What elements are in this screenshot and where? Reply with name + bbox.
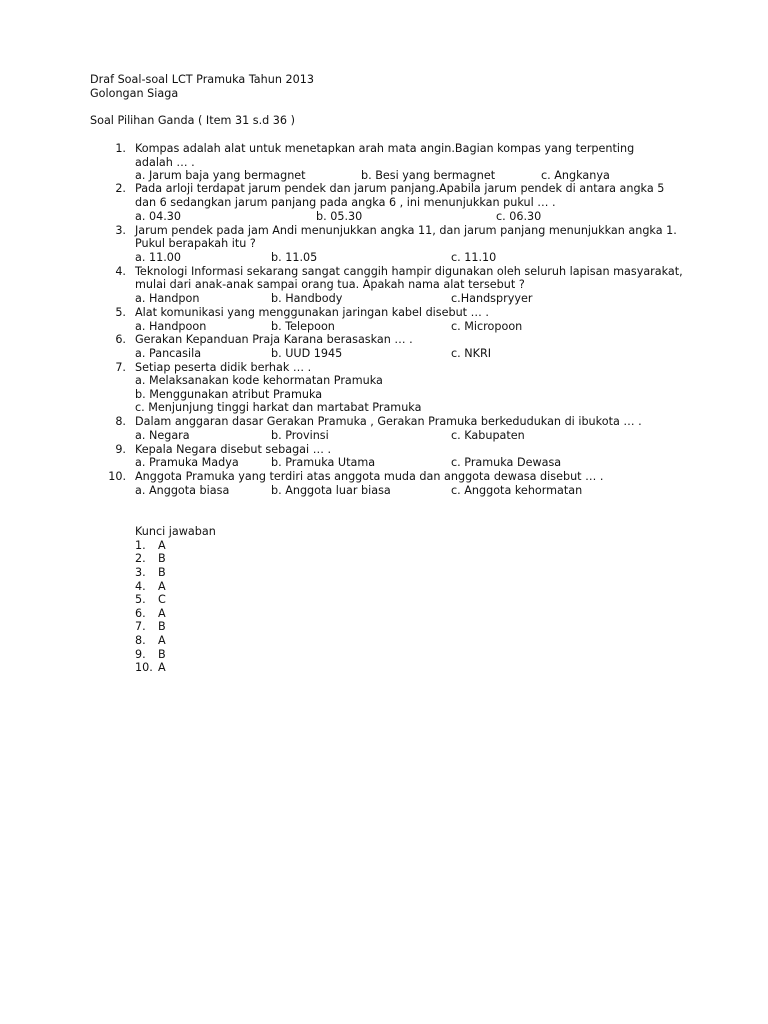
answer-key-value: A: [158, 607, 166, 620]
answer-key-value: B: [158, 552, 166, 565]
answer-key-value: B: [158, 566, 166, 579]
question-text: Kompas adalah alat untuk menetapkan arah mata angin.Bagian kompas yang terpenting: [135, 142, 635, 155]
question-text: Setiap peserta didik berhak … .: [135, 361, 312, 374]
answer-key-value: A: [158, 580, 166, 593]
question-number: 1.: [115, 142, 126, 155]
answer-key-number: 8.: [135, 634, 146, 647]
option-b: b. Provinsi: [271, 429, 329, 442]
answer-key-number: 4.: [135, 580, 146, 593]
question-number: 5.: [115, 306, 126, 319]
option-b: b. Handbody: [271, 292, 343, 305]
answer-key-title: Kunci jawaban: [135, 525, 216, 538]
question-text: Gerakan Kepanduan Praja Karana berasaskan … .: [135, 333, 413, 346]
option-b: b. Pramuka Utama: [271, 456, 376, 469]
option-b: b. 11.05: [271, 251, 318, 264]
question-number: 7.: [115, 361, 126, 374]
section-title: Soal Pilihan Ganda ( Item 31 s.d 36 ): [90, 114, 295, 127]
option-b: b. Telepoon: [271, 320, 335, 333]
answer-key-value: A: [158, 661, 166, 674]
option-a: a. Melaksanakan kode kehormatan Pramuka: [135, 374, 383, 387]
question-text: Alat komunikasi yang menggunakan jaringan kabel disebut … .: [135, 306, 489, 319]
question-text: Teknologi Informasi sekarang sangat canggih hampir digunakan oleh seluruh lapisan masyarakat,: [135, 265, 683, 278]
option-a: a. Handpon: [135, 292, 200, 305]
answer-key-number: 1.: [135, 539, 146, 552]
answer-key-value: A: [158, 539, 166, 552]
option-a: a. Handpoon: [135, 320, 207, 333]
option-c: c.Handspryyer: [451, 292, 533, 305]
question-number: 2.: [115, 182, 126, 195]
option-b: b. Besi yang bermagnet: [361, 169, 496, 182]
option-b: b. Anggota luar biasa: [271, 484, 391, 497]
group-label: Golongan Siaga: [90, 87, 179, 100]
option-a: a. Pramuka Madya: [135, 456, 239, 469]
question-number: 6.: [115, 333, 126, 346]
question-number: 4.: [115, 265, 126, 278]
answer-key-value: C: [158, 593, 166, 606]
question-text: Kepala Negara disebut sebagai … .: [135, 443, 332, 456]
question-text: Pukul berapakah itu ?: [135, 237, 256, 250]
answer-key-number: 5.: [135, 593, 146, 606]
question-number: 10.: [108, 470, 126, 483]
document-title: Draf Soal-soal LCT Pramuka Tahun 2013: [90, 73, 314, 86]
option-a: a. Jarum baja yang bermagnet: [135, 169, 306, 182]
option-b: b. Menggunakan atribut Pramuka: [135, 388, 323, 401]
answer-key-value: B: [158, 648, 166, 661]
answer-key-value: A: [158, 634, 166, 647]
question-text: Jarum pendek pada jam Andi menunjukkan angka 11, dan jarum panjang menunjukkan angka 1.: [135, 224, 677, 237]
option-c: c. NKRI: [451, 347, 492, 360]
option-a: a. 04.30: [135, 210, 181, 223]
answer-key-number: 2.: [135, 552, 146, 565]
option-b: b. 05.30: [316, 210, 363, 223]
option-c: c. Menjunjung tinggi harkat dan martabat Pramuka: [135, 401, 422, 414]
question-text: mulai dari anak-anak sampai orang tua. Apakah nama alat tersebut ?: [135, 278, 525, 291]
option-c: c. Kabupaten: [451, 429, 525, 442]
option-c: c. Anggota kehormatan: [451, 484, 583, 497]
answer-key-number: 10.: [135, 661, 153, 674]
answer-key-value: B: [158, 620, 166, 633]
option-b: b. UUD 1945: [271, 347, 343, 360]
question-text: Dalam anggaran dasar Gerakan Pramuka , Gerakan Pramuka berkedudukan di ibukota … .: [135, 415, 642, 428]
option-a: a. Negara: [135, 429, 190, 442]
question-number: 9.: [115, 443, 126, 456]
option-c: c. 11.10: [451, 251, 497, 264]
question-text: dan 6 sedangkan jarum panjang pada angka 6 , ini menunjukkan pukul … .: [135, 196, 556, 209]
option-a: a. Pancasila: [135, 347, 202, 360]
option-c: c. Pramuka Dewasa: [451, 456, 562, 469]
option-c: c. Angkanya: [541, 169, 610, 182]
question-text: Pada arloji terdapat jarum pendek dan jarum panjang.Apabila jarum pendek di antara angka 5: [135, 182, 665, 195]
question-number: 8.: [115, 415, 126, 428]
answer-key-number: 7.: [135, 620, 146, 633]
question-text: Anggota Pramuka yang terdiri atas anggota muda dan anggota dewasa disebut … .: [135, 470, 604, 483]
answer-key-number: 6.: [135, 607, 146, 620]
answer-key-number: 3.: [135, 566, 146, 579]
question-text: adalah … .: [135, 156, 195, 169]
option-a: a. Anggota biasa: [135, 484, 230, 497]
question-number: 3.: [115, 224, 126, 237]
option-c: c. 06.30: [496, 210, 542, 223]
option-c: c. Micropoon: [451, 320, 523, 333]
option-a: a. 11.00: [135, 251, 181, 264]
answer-key-number: 9.: [135, 648, 146, 661]
